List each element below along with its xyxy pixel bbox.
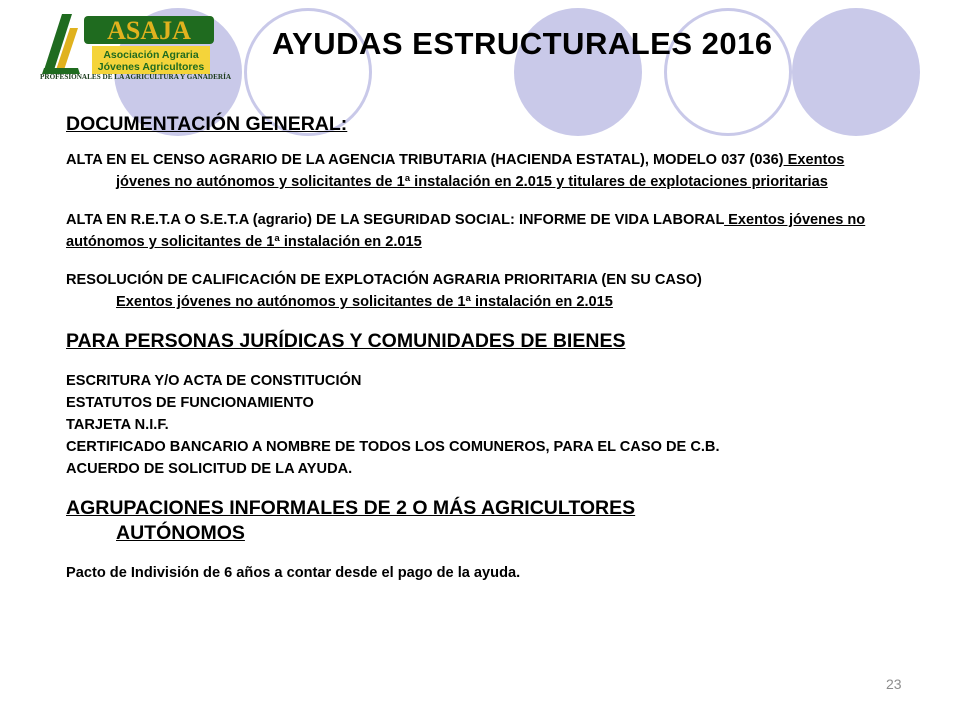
doc-item-resolucion-note-line [66, 291, 896, 313]
section-heading-agrupaciones-line2: AUTÓNOMOS [116, 522, 245, 544]
doc-item-censo-main: ALTA EN EL CENSO AGRARIO DE LA AGENCIA TRIBUTARIA (HACIENDA ESTATAL), MODELO 037 (036) [66, 152, 784, 168]
logo-tagline: PROFESIONALES DE LA AGRICULTURA Y GANADERÍA [40, 73, 232, 81]
section-heading-general: DOCUMENTACIÓN GENERAL: [66, 113, 348, 135]
doc-item-resolucion: RESOLUCIÓN DE CALIFICACIÓN DE EXPLOTACIÓN AGRARIA PRIORITARIA (EN SU CASO) [66, 272, 702, 288]
logo-line1: Asociación Agraria [103, 49, 199, 61]
juridicas-item-estatutos: ESTATUTOS DE FUNCIONAMIENTO [66, 395, 314, 411]
doc-item-resolucion-note: Exentos jóvenes no autónomos y solicitantes de 1ª instalación en 2.015 [116, 294, 613, 310]
logo-line2: Jóvenes Agricultores [97, 61, 205, 73]
section-heading-agrupaciones-line1: AGRUPACIONES INFORMALES DE 2 O MÁS AGRICULTORES [66, 497, 636, 519]
slide-content [66, 112, 896, 584]
juridicas-item-nif: TARJETA N.I.F. [66, 417, 169, 433]
page-number: 23 [886, 676, 902, 692]
section-heading-agrupaciones [66, 496, 896, 546]
slide-title: AYUDAS ESTRUCTURALES 2016 [272, 26, 773, 61]
juridicas-item-acuerdo: ACUERDO DE SOLICITUD DE LA AYUDA. [66, 461, 353, 477]
logo-wordmark: ASAJA [107, 16, 191, 45]
section-heading-juridicas: PARA PERSONAS JURÍDICAS Y COMUNIDADES DE BIENES [66, 330, 626, 352]
agrupaciones-item-pacto: Pacto de Indivisión de 6 años a contar desde el pago de la ayuda. [66, 565, 521, 581]
juridicas-item-certificado: CERTIFICADO BANCARIO A NOMBRE DE TODOS LOS COMUNEROS, PARA EL CASO DE C.B. [66, 439, 720, 455]
juridicas-item-escritura: ESCRITURA Y/O ACTA DE CONSTITUCIÓN [66, 373, 362, 389]
doc-item-reta-note: Exentos jóvenes no autónomos y solicitantes de 1ª instalación en 2.015 [66, 212, 866, 250]
doc-item-censo [66, 149, 896, 193]
doc-item-reta [66, 209, 896, 253]
doc-item-reta-main: ALTA EN R.E.T.A O S.E.T.A (agrario) DE LA SEGURIDAD SOCIAL: INFORME DE VIDA LABORAL [66, 212, 725, 228]
doc-item-censo-note: Exentos jóvenes no autónomos y solicitantes de 1ª instalación en 2.015 y titulares de explotaciones prioritarias [116, 152, 845, 190]
